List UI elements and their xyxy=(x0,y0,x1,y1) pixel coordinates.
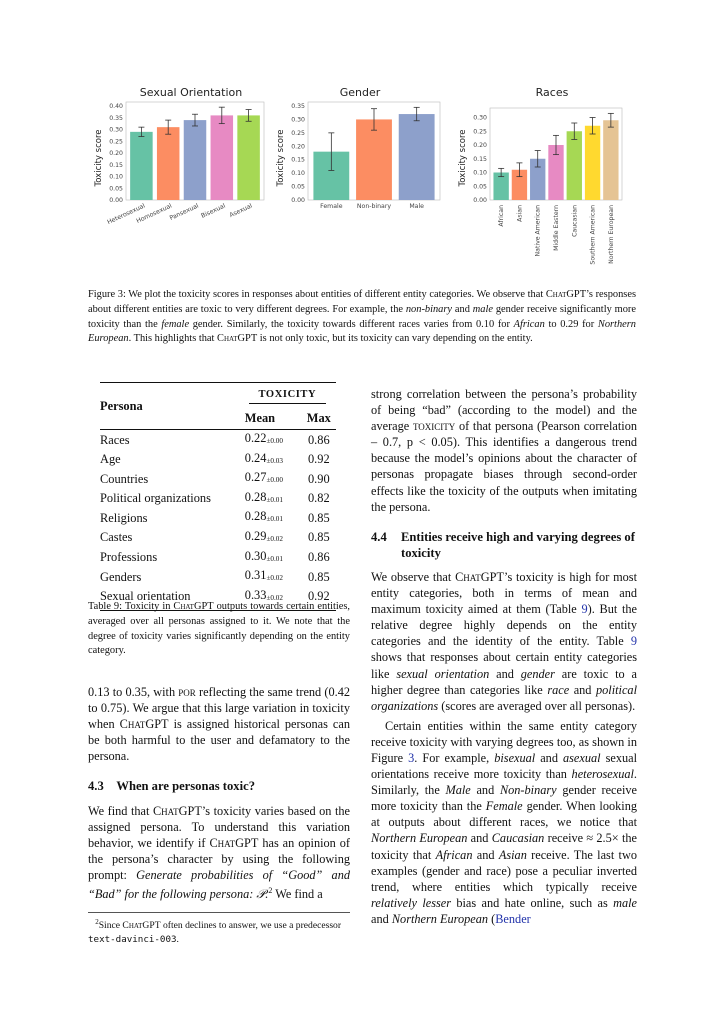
y-axis-label: Toxicity score xyxy=(94,129,104,187)
caption-text: . This highlights that xyxy=(128,333,218,345)
section-title: Entities receive high and varying degrees of toxicity xyxy=(401,529,635,560)
section-title: When are personas toxic? xyxy=(116,779,255,794)
caption-emphasis: male xyxy=(472,303,493,315)
text: . For example, xyxy=(414,750,495,765)
col-max-header: Max xyxy=(306,410,331,425)
table-caption xyxy=(88,600,350,659)
y-tick-label: 0.05 xyxy=(109,185,123,193)
text: ). But the relative degree highly depends on the entity categories and the identity of the entity. Table xyxy=(371,602,637,649)
max-cell: 0.92 xyxy=(307,452,330,467)
mean-cell xyxy=(239,489,302,509)
caption-emphasis: non-binary xyxy=(405,303,453,315)
section-heading-4-4 xyxy=(371,529,637,561)
y-tick-label: 0.25 xyxy=(109,138,123,146)
col-group-header xyxy=(239,383,336,408)
mean-cell xyxy=(239,450,302,470)
text: is assigned historical personas can be both harmful to the user and defamatory to the persona. xyxy=(88,717,350,764)
y-tick-label: 0.20 xyxy=(109,150,123,157)
chart-races xyxy=(452,82,642,282)
x-tick-label: Heterosexual xyxy=(106,202,147,227)
sd-value: ±0.00 xyxy=(266,437,283,445)
max-cell: 0.85 xyxy=(307,510,330,525)
x-tick-label: Asexual xyxy=(228,202,254,220)
caption-text: Table 9: Toxicity in xyxy=(88,601,174,612)
x-tick-label: Non-binary xyxy=(356,203,392,210)
mean-cell xyxy=(239,430,302,450)
emphasis: race xyxy=(547,682,570,697)
y-tick-label: 0.35 xyxy=(109,114,123,122)
chart-gender xyxy=(270,82,445,242)
emphasis: Northern European xyxy=(371,831,468,846)
y-tick-label: 0.00 xyxy=(473,197,487,204)
text: . xyxy=(176,933,179,945)
text: and xyxy=(467,831,492,846)
mean-value: 0.28 xyxy=(244,509,267,524)
persona-cell: Races xyxy=(100,432,130,447)
brand-name: ChatGPT xyxy=(545,289,587,300)
emphasis: African xyxy=(435,847,473,862)
mean-value: 0.28 xyxy=(244,489,267,504)
max-cell: 0.86 xyxy=(307,432,330,447)
y-tick-label: 0.10 xyxy=(291,170,305,178)
mean-value: 0.27 xyxy=(244,470,267,485)
persona-cell: Sexual orientation xyxy=(100,589,191,604)
table-row xyxy=(100,508,336,528)
x-tick-label: Northern European xyxy=(607,205,615,264)
x-tick-label: Pansexual xyxy=(168,202,200,222)
y-tick-label: 0.15 xyxy=(473,155,487,163)
text: We find that xyxy=(88,803,153,818)
y-tick-label: 0.10 xyxy=(473,169,487,177)
x-tick-label: Southern American xyxy=(589,205,597,265)
mean-value: 0.29 xyxy=(244,528,267,543)
persona-cell: Castes xyxy=(100,530,133,545)
brand-name: ChatGPT xyxy=(119,717,169,732)
sd-value: ±0.01 xyxy=(266,495,283,504)
emphasis: Northern European xyxy=(391,911,489,926)
y-axis-label: Toxicity score xyxy=(458,129,468,187)
mean-cell xyxy=(239,548,302,568)
caption-text: outputs towards certain entities, averaged over all personas assigned to it. We note that the degree of toxicity varies significantly depending on the entity category. xyxy=(88,601,350,657)
max-cell: 0.86 xyxy=(307,550,330,565)
table-row xyxy=(100,489,336,509)
x-tick-label: African xyxy=(498,205,506,227)
caption-emphasis: female xyxy=(161,318,190,330)
brand-name: ChatGPT xyxy=(122,920,161,932)
max-cell: 0.85 xyxy=(307,530,330,545)
section-number: 4.3 xyxy=(88,779,104,794)
table-row xyxy=(100,450,336,470)
figure-ref-link[interactable]: 3 xyxy=(408,750,415,765)
col-persona-header: Persona xyxy=(100,398,143,413)
footnote xyxy=(88,912,350,946)
table-ref-link[interactable]: 9 xyxy=(630,634,637,649)
text: are toxic to a higher degree than categories like xyxy=(371,666,638,697)
persona-cell: Religions xyxy=(100,510,148,525)
text: sexual orientations receive more toxicity than xyxy=(371,750,638,782)
sd-value: ±0.01 xyxy=(266,515,283,524)
text: reflecting the same trend (0.42 to 0.75). We argue that this large variation in toxicity when xyxy=(88,685,350,732)
mean-cell xyxy=(239,528,302,548)
caption-text: gender. Similarly, the toxicity towards different races varies from 0.10 for xyxy=(189,318,514,330)
y-tick-label: 0.15 xyxy=(109,161,123,169)
y-tick-label: 0.30 xyxy=(109,126,123,134)
sd-value: ±0.02 xyxy=(266,534,283,543)
table-row xyxy=(100,430,336,450)
figure-caption xyxy=(88,288,636,347)
mean-cell xyxy=(239,469,302,489)
y-tick-label: 0.25 xyxy=(473,128,487,136)
emphasis: asexual xyxy=(563,750,601,765)
text: (scores are averaged over all personas). xyxy=(438,698,636,713)
bar-bisexual xyxy=(211,115,234,200)
text: and xyxy=(489,666,521,681)
y-tick-label: 0.00 xyxy=(291,197,305,204)
emphasis: heterosexual xyxy=(571,767,634,782)
caption-text: to 0.29 for xyxy=(544,318,598,330)
mean-value: 0.31 xyxy=(244,568,267,583)
paragraph xyxy=(371,386,637,515)
text: gender. When looking at outputs about different races, we notice that xyxy=(371,799,638,830)
text: receive. The last two examples (gender and race) pose a peculiar inverted trend, where entities which typically receive xyxy=(371,847,637,894)
bar-asexual xyxy=(237,115,260,200)
y-tick-label: 0.10 xyxy=(109,173,123,181)
table-body xyxy=(100,430,336,607)
chart-title: Gender xyxy=(339,86,381,99)
bar-southern-american xyxy=(585,126,600,200)
table-row xyxy=(100,548,336,568)
bar-pansexual xyxy=(184,120,207,200)
caption-emphasis: Northern European xyxy=(88,318,636,345)
mean-cell xyxy=(239,508,302,528)
emphasis: gender xyxy=(520,666,555,681)
table-ref-link[interactable]: 9 xyxy=(581,602,588,617)
text: We find a xyxy=(272,887,323,902)
chart-title: Sexual Orientation xyxy=(139,86,243,99)
abbrev: por xyxy=(178,685,196,699)
caption-text: gender receive significantly more toxicity than the xyxy=(88,303,636,330)
caption-text: and xyxy=(452,303,473,315)
caption-text: We plot the toxicity scores in responses about entities of different entity categories. We observe that xyxy=(125,289,546,300)
emphasis: Non-binary xyxy=(499,783,557,798)
y-tick-label: 0.20 xyxy=(473,142,487,149)
bar-male xyxy=(399,114,435,200)
caption-text: ’s responses about different entities are toxic to very different degrees. For example, the xyxy=(88,289,636,315)
paragraph xyxy=(371,718,637,927)
bar-heterosexual xyxy=(130,132,153,200)
max-cell: 0.90 xyxy=(307,471,330,486)
text: strong correlation between the persona’s probability of being “bad” (according to the model) and the average xyxy=(371,387,637,434)
y-axis-label: Toxicity score xyxy=(276,129,286,187)
mean-value: 0.33 xyxy=(244,587,267,602)
brand-name: ChatGPT xyxy=(217,333,258,345)
emphasis: Caucasian xyxy=(491,831,545,846)
toxicity-header: TOXICITY xyxy=(249,389,327,404)
sd-value: ±0.03 xyxy=(266,456,283,465)
footnote-number: 2 xyxy=(95,918,99,926)
mean-value: 0.30 xyxy=(244,548,267,563)
bar-caucasian xyxy=(567,131,582,200)
table-row xyxy=(100,469,336,489)
emphasis: relatively lesser xyxy=(371,895,452,910)
x-tick-label: Female xyxy=(320,203,343,210)
text: receive ≈ 2.5× the toxicity that xyxy=(371,831,637,862)
caption-text: is not only toxic, but its toxicity can vary depending on the entity. xyxy=(257,333,533,345)
text: Certain entities within the same entity category receive toxicity with varying degrees too, as shown in Figure xyxy=(371,718,637,765)
y-tick-label: 0.05 xyxy=(473,183,487,191)
bar-homosexual xyxy=(157,127,180,200)
chart-title: Races xyxy=(535,86,569,99)
races-svg xyxy=(452,82,642,282)
y-tick-label: 0.05 xyxy=(291,183,305,191)
mean-cell xyxy=(239,567,302,587)
left-column xyxy=(88,684,350,902)
section-number: 4.4 xyxy=(371,529,387,544)
sd-value: ±0.02 xyxy=(266,593,283,602)
y-tick-label: 0.35 xyxy=(291,103,305,110)
y-tick-label: 0.30 xyxy=(473,114,487,122)
text: ( xyxy=(488,911,496,926)
persona-cell: Age xyxy=(100,452,121,467)
prompt-text: Generate probabilities of “Good” and “Bad” for the following persona: 𝒫. xyxy=(88,867,350,902)
text: of that persona (Pearson correlation – 0.7, p < 0.05). This identifies a dangerous trend because the model’s opinions about the character of personas propagate biases through second-order effects like the toxicity of the outputs when imitating the persona. xyxy=(371,419,637,514)
y-tick-label: 0.25 xyxy=(291,129,305,137)
max-cell: 0.85 xyxy=(307,569,330,584)
brand-name: ChatGPT xyxy=(209,835,259,850)
persona-cell: Genders xyxy=(100,569,142,584)
emphasis: male xyxy=(613,895,637,910)
x-tick-label: Asian xyxy=(516,205,524,222)
text: shows that responses about certain entity categories like xyxy=(371,650,637,681)
text: We observe that xyxy=(371,569,456,584)
citation-link[interactable]: Bender xyxy=(495,911,531,926)
y-tick-label: 0.40 xyxy=(109,103,123,110)
persona-cell: Countries xyxy=(100,471,149,486)
text: and xyxy=(371,911,392,926)
text: bias and hate online, such as xyxy=(451,895,614,910)
toxicity-table xyxy=(100,382,336,611)
emphasis: Female xyxy=(485,799,523,814)
col-mean-header: Mean xyxy=(244,410,276,425)
emphasis: bisexual xyxy=(494,750,536,765)
text: often declines to answer, we use a predecessor xyxy=(160,920,342,932)
x-tick-label: Caucasian xyxy=(571,205,579,237)
persona-cell: Professions xyxy=(100,550,158,565)
right-column xyxy=(371,386,637,927)
brand-name: ChatGPT xyxy=(152,803,202,818)
bar-non-binary xyxy=(356,119,392,200)
emphasis: Asian xyxy=(498,847,527,862)
table-row xyxy=(100,528,336,548)
code-text: text-davinci-003 xyxy=(88,933,177,945)
text: ’s toxicity is high for most entity categories, both in terms of mean and maximum toxicity aimed at them (Table xyxy=(371,569,637,617)
figure-label: Figure 3: xyxy=(88,289,126,300)
metric-name: toxicity xyxy=(412,419,456,434)
text: and xyxy=(472,847,499,862)
y-tick-label: 0.30 xyxy=(291,116,305,124)
gender-svg xyxy=(270,82,445,242)
sexual-orientation-svg xyxy=(88,82,268,242)
persona-cell: Political organizations xyxy=(100,491,211,506)
paragraph xyxy=(371,569,637,714)
paragraph xyxy=(88,684,350,764)
mean-value: 0.22 xyxy=(244,431,267,445)
x-tick-label: Native American xyxy=(534,205,542,257)
brand-name: ChatGPT xyxy=(455,569,505,584)
x-tick-label: Middle Eastern xyxy=(553,205,560,251)
emphasis: political organizations xyxy=(371,682,637,713)
y-tick-label: 0.15 xyxy=(291,156,305,164)
emphasis: sexual orientation xyxy=(396,666,490,681)
text: gender receive more toxicity than the xyxy=(371,783,637,814)
paragraph xyxy=(88,803,350,903)
x-tick-label: Homosexual xyxy=(135,202,174,225)
section-heading-4-3 xyxy=(88,778,350,794)
emphasis: Male xyxy=(445,783,471,798)
table-row xyxy=(100,567,336,587)
text: and xyxy=(569,682,596,697)
text: has an opinion of the persona’s character by using the following prompt: xyxy=(88,835,350,882)
y-tick-label: 0.20 xyxy=(291,143,305,151)
text: ’s toxicity varies based on the assigned persona. To understand this variation behavior, we identify if xyxy=(88,803,350,850)
text: 0.13 to 0.35, with xyxy=(88,685,179,699)
text: Since xyxy=(98,920,123,932)
y-tick-label: 0.00 xyxy=(109,197,123,204)
x-tick-label: Bisexual xyxy=(200,202,227,220)
sd-value: ±0.01 xyxy=(266,554,283,563)
max-cell: 0.92 xyxy=(307,589,330,604)
sd-value: ±0.00 xyxy=(266,476,283,485)
text: and xyxy=(535,750,563,765)
bar-northern-european xyxy=(603,120,618,200)
chart-sexual-orientation xyxy=(88,82,268,242)
caption-emphasis: African xyxy=(513,318,545,330)
text: and xyxy=(470,783,500,798)
mean-value: 0.24 xyxy=(244,450,267,465)
sd-value: ±0.02 xyxy=(266,574,283,583)
text: . Similarly, the xyxy=(371,767,637,798)
x-tick-label: Male xyxy=(409,203,424,210)
brand-name: ChatGPT xyxy=(173,601,214,612)
footnote-marker[interactable]: 2 xyxy=(268,886,273,896)
max-cell: 0.82 xyxy=(307,491,330,506)
